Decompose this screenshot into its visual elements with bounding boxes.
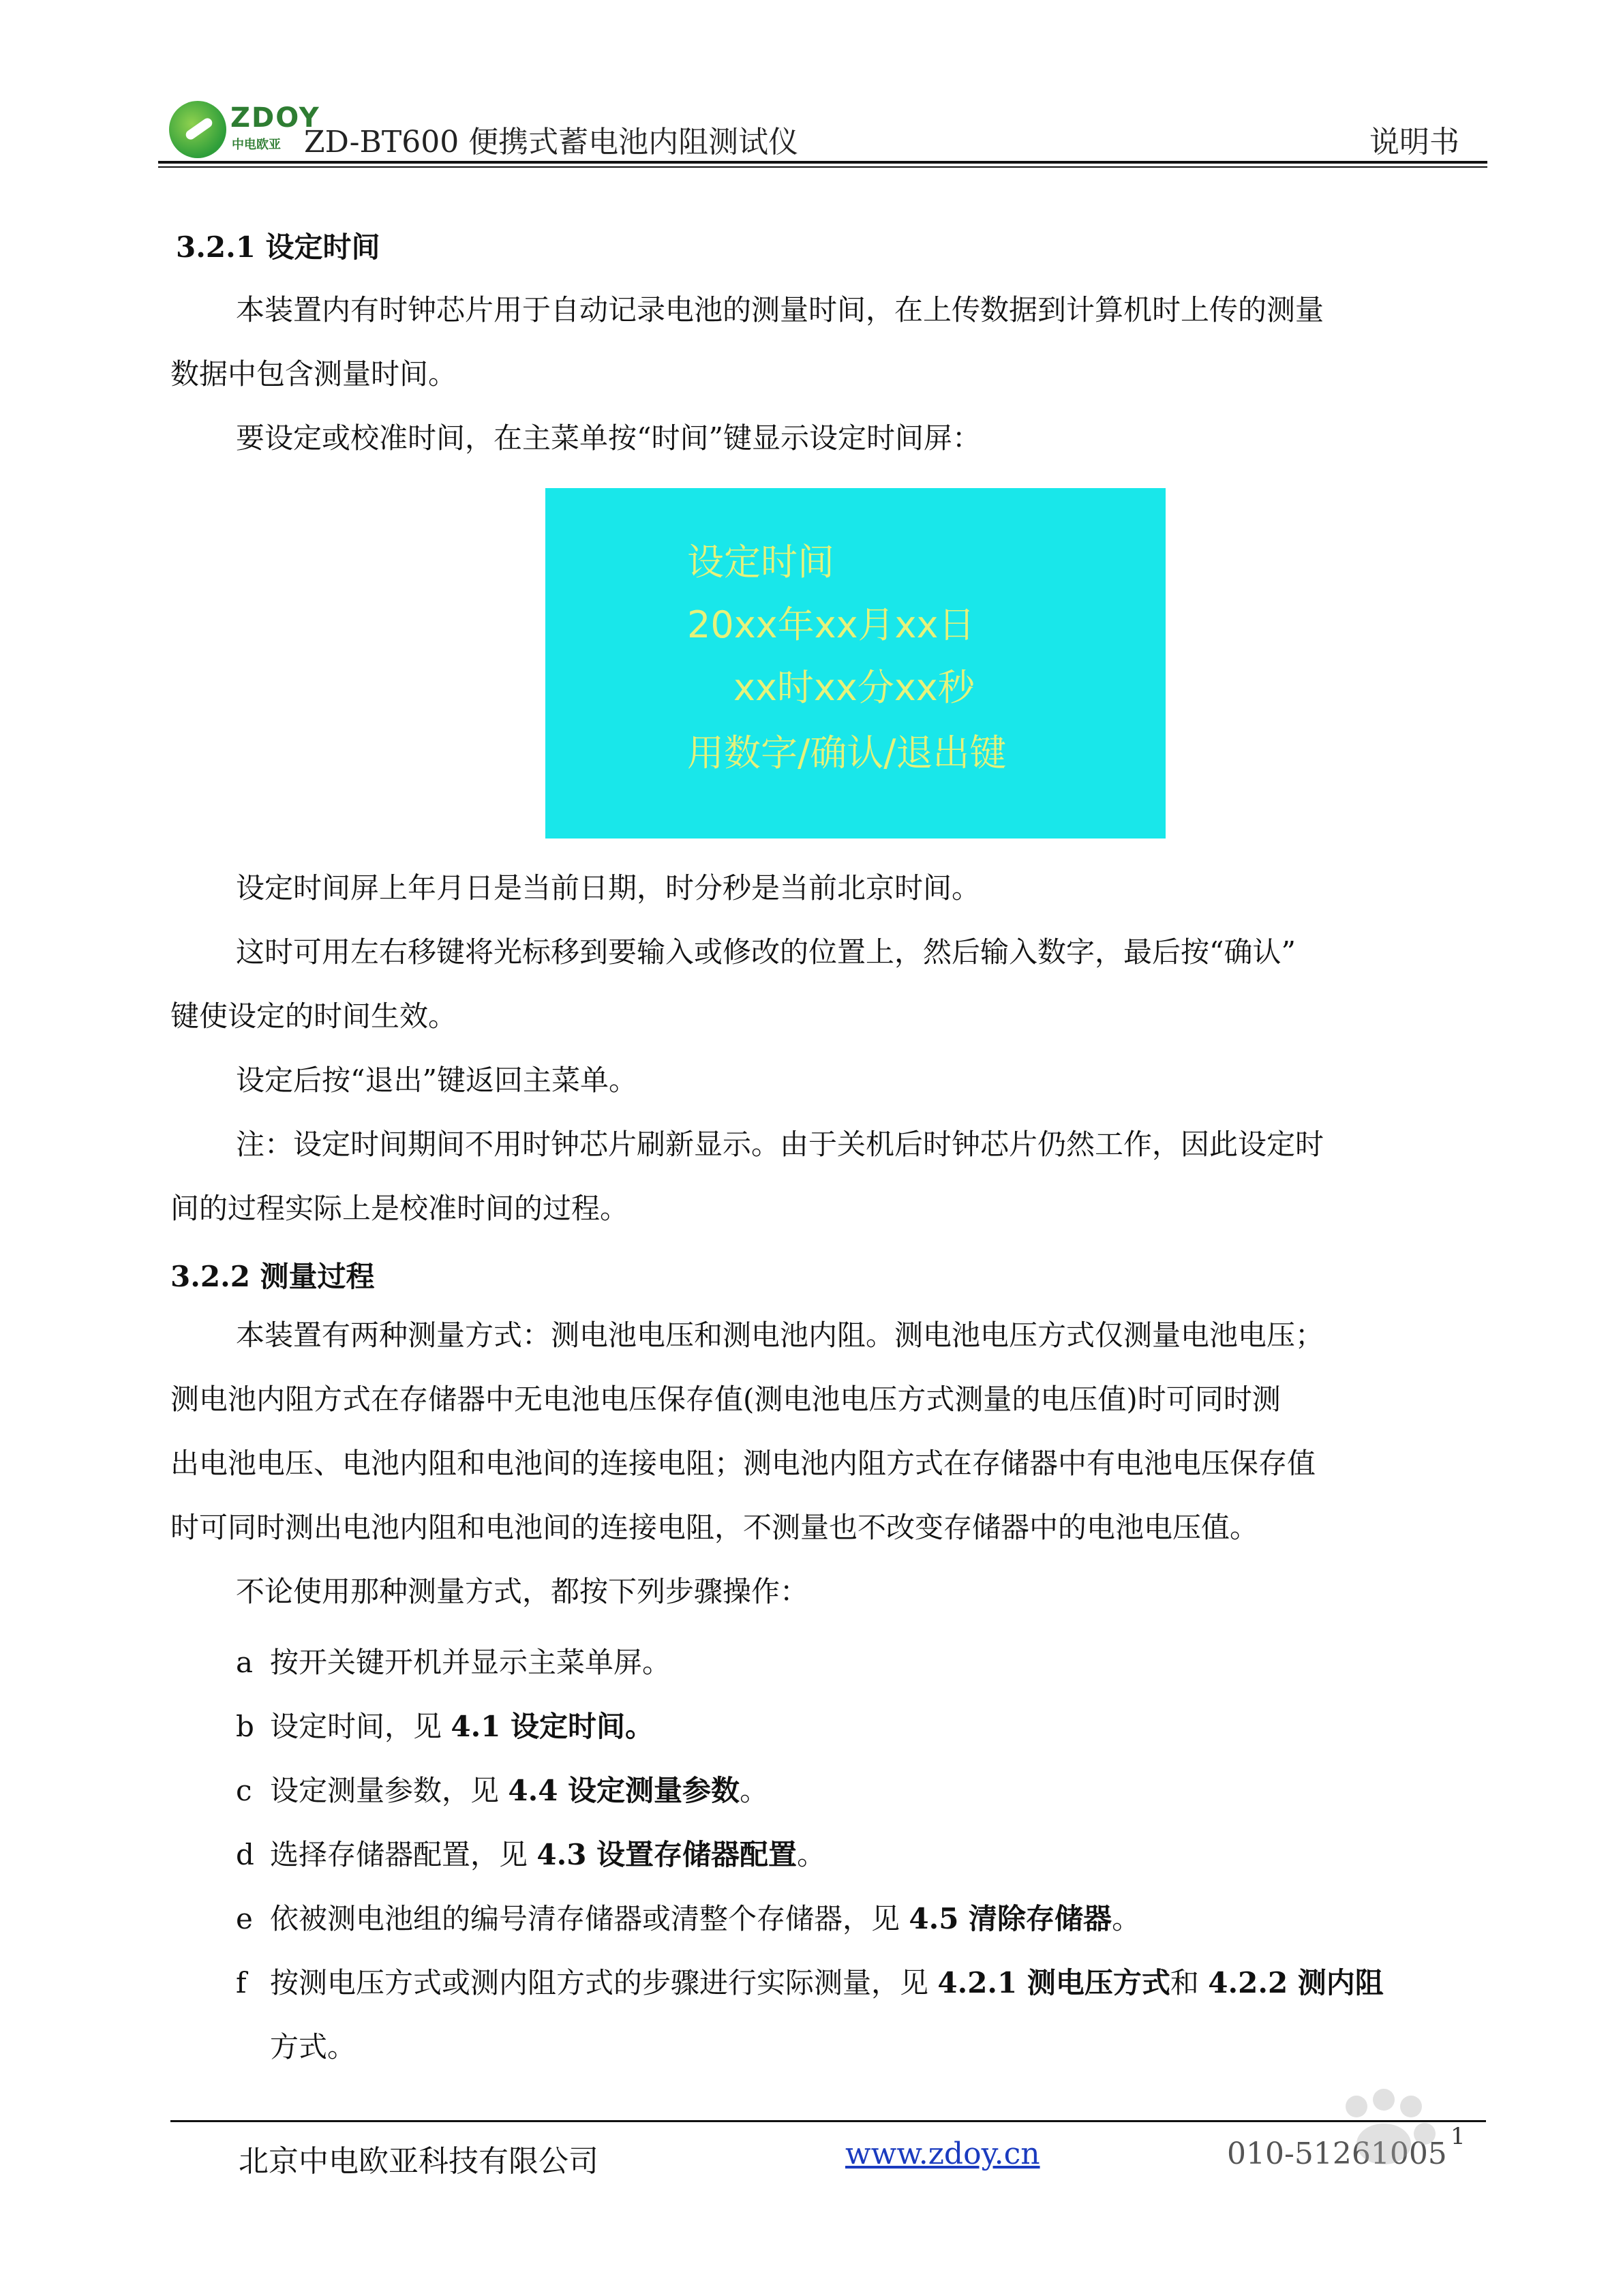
- list-item: d 选择存储器配置，见 4.3 设置存储器配置。: [236, 1838, 826, 1871]
- cross-reference: 4.4 设定测量参数: [508, 1774, 740, 1807]
- logo-text: ZDOY: [230, 102, 320, 134]
- list-marker: d: [236, 1838, 254, 1871]
- paragraph-line: 键使设定的时间生效。: [170, 999, 457, 1033]
- list-marker: c: [236, 1774, 252, 1807]
- list-marker: b: [236, 1710, 254, 1743]
- footer-phone: 010-51261005: [1227, 2136, 1447, 2171]
- lcd-date: 20xx年xx月xx日: [687, 603, 975, 646]
- paragraph-line: 这时可用左右移键将光标移到要输入或修改的位置上，然后输入数字，最后按“确认”: [236, 935, 1296, 969]
- lcd-screen-illustration: [545, 488, 1166, 839]
- list-item: c 设定测量参数，见 4.4 设定测量参数。: [236, 1774, 769, 1807]
- list-marker: e: [236, 1902, 253, 1935]
- lcd-keys-hint: 用数字/确认/退出键: [687, 731, 1007, 774]
- list-marker: a: [236, 1646, 254, 1679]
- section-heading-measurement: 3.2.2 测量过程: [170, 1260, 375, 1293]
- list-marker: f: [236, 1966, 247, 1999]
- list-item: b 设定时间，见 4.1 设定时间。: [236, 1710, 654, 1743]
- paragraph-line: 注：设定时间期间不用时钟芯片刷新显示。由于关机后时钟芯片仍然工作，因此设定时: [236, 1128, 1324, 1161]
- list-item-continuation: 方式。: [270, 2030, 357, 2064]
- section-heading-set-time: 3.2.1 设定时间: [176, 230, 380, 264]
- paragraph-line: 数据中包含测量时间。: [170, 357, 457, 391]
- footer-company: 北京中电欧亚科技有限公司: [239, 2144, 598, 2179]
- cross-reference: 4.3 设置存储器配置: [536, 1838, 798, 1871]
- document-type: 说明书: [1369, 125, 1459, 160]
- paragraph-line: 要设定或校准时间，在主菜单按“时间”键显示设定时间屏：: [236, 421, 981, 455]
- paragraph-line: 出电池电压、电池内阻和电池间的连接电阻；测电池内阻方式在存储器中有电池电压保存值: [170, 1447, 1316, 1480]
- list-item: f 按测电压方式或测内阻方式的步骤进行实际测量，见 4.2.1 测电压方式和 4.2.2 测内阻: [236, 1966, 1384, 1999]
- cross-reference: 4.2.1 测电压方式: [937, 1966, 1170, 1999]
- list-item: e 依被测电池组的编号清存储器或清整个存储器，见 4.5 清除存储器。: [236, 1902, 1141, 1935]
- paragraph-line: 测电池内阻方式在存储器中无电池电压保存值(测电池电压方式测量的电压值)时可同时测: [170, 1383, 1281, 1416]
- cross-reference: 4.2.2 测内阻: [1208, 1966, 1384, 1999]
- lcd-time: xx时xx分xx秒: [733, 666, 975, 709]
- lcd-title: 设定时间: [687, 541, 834, 584]
- cross-reference: 4.5 清除存储器: [909, 1902, 1112, 1935]
- company-logo-icon: [169, 101, 226, 158]
- list-item: a 按开关键开机并显示主菜单屏。: [236, 1646, 671, 1679]
- paragraph-line: 设定时间屏上年月日是当前日期，时分秒是当前北京时间。: [236, 871, 981, 905]
- footer-website-link[interactable]: www.zdoy.cn: [845, 2136, 1040, 2171]
- header-divider-thick: [158, 161, 1487, 164]
- paragraph-line: 间的过程实际上是校准时间的过程。: [170, 1192, 629, 1225]
- header-divider-thin: [158, 166, 1487, 168]
- paragraph-line: 设定后按“退出”键返回主菜单。: [236, 1063, 637, 1097]
- paragraph-line: 不论使用那种测量方式，都按下列步骤操作：: [236, 1575, 809, 1608]
- logo-subtext: 中电欧亚: [232, 138, 281, 152]
- paragraph-line: 本装置有两种测量方式：测电池电压和测电池内阻。测电池电压方式仅测量电池电压；: [236, 1318, 1324, 1352]
- page-number: 1: [1451, 2123, 1466, 2150]
- paragraph-line: 本装置内有时钟芯片用于自动记录电池的测量时间，在上传数据到计算机时上传的测量: [236, 293, 1324, 327]
- baidu-watermark: [1159, 2079, 1541, 2229]
- cross-reference: 4.1 设定时间。: [451, 1710, 654, 1743]
- paw-icon: [1159, 2079, 1541, 2229]
- paragraph-line: 时可同时测出电池内阻和电池间的连接电阻，不测量也不改变存储器中的电池电压值。: [170, 1511, 1259, 1544]
- document-title: ZD-BT600 便携式蓄电池内阻测试仪: [304, 125, 799, 160]
